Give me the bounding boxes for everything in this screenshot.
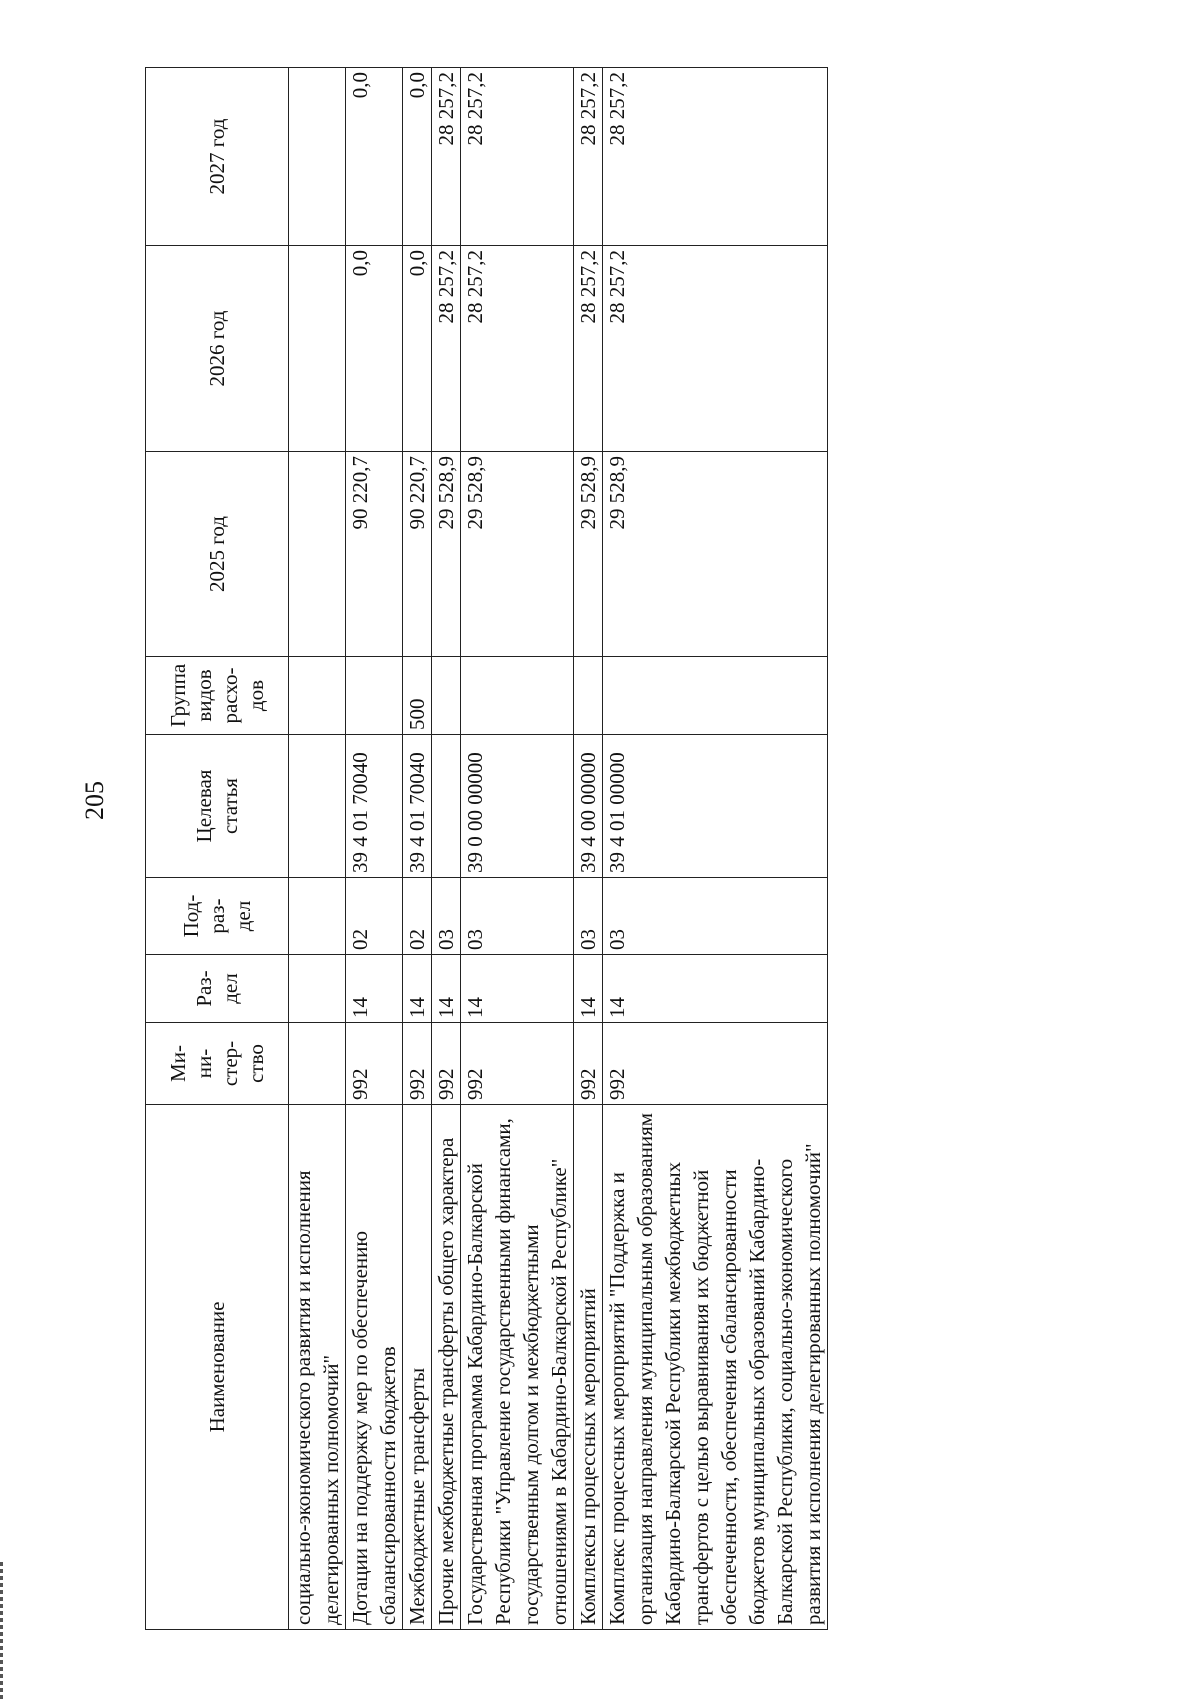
table-row [574,68,603,1630]
table-row [346,68,403,1630]
header-row [146,68,289,1630]
cell-2026: 28 257,2 [603,246,828,452]
header-section: Раз- дел [146,955,289,1023]
scan-edge-mark [0,1562,3,1702]
table-row [603,68,828,1630]
cell-subsection [289,878,346,955]
cell-section: 14 [346,955,403,1023]
cell-subsection: 03 [574,878,603,955]
table-row [289,68,346,1630]
cell-ministry: 992 [574,1023,603,1105]
cell-2025: 90 220,7 [346,452,403,657]
cell-2027: 28 257,2 [461,68,574,246]
cell-target: 39 4 01 00000 [603,735,828,878]
cell-2025: 29 528,9 [603,452,828,657]
cell-2027: 28 257,2 [574,68,603,246]
cell-2026: 0,0 [403,246,432,452]
cell-target [289,735,346,878]
cell-2026: 28 257,2 [461,246,574,452]
cell-2026 [289,246,346,452]
header-ministry: Ми- ни- стер- ство [146,1023,289,1105]
cell-group [603,657,828,735]
page-number: 205 [80,781,109,820]
cell-target: 39 4 01 70040 [346,735,403,878]
header-2027: 2027 год [146,68,289,246]
table-row [432,68,461,1630]
cell-ministry: 992 [461,1023,574,1105]
cell-section: 14 [403,955,432,1023]
cell-2027: 28 257,2 [603,68,828,246]
header-name: Наименование [146,1105,289,1630]
cell-subsection: 02 [346,878,403,955]
cell-name: Комплекс процессных мероприятий "Поддержка и организация направления муниципальным образованиям Кабардино-Балкарской Республики межбюджетных трансфертов с целью выравнивания их бюджетной обеспеченности, обеспечения сбалансированности бюджетов муниципальных образований Кабардино-Балкарской Республики, социально-экономического развития и исполнения делегированных полномочий" [603,1105,828,1630]
cell-name: Межбюджетные трансферты [403,1105,432,1630]
header-2025: 2025 год [146,452,289,657]
cell-2025 [289,452,346,657]
cell-target: 39 0 00 00000 [461,735,574,878]
cell-2025: 29 528,9 [432,452,461,657]
header-subsection: Под- раз- дел [146,878,289,955]
header-group: Группа видов расхо- дов [146,657,289,735]
cell-section: 14 [603,955,828,1023]
cell-group [432,657,461,735]
table-row [403,68,432,1630]
table-row [461,68,574,1630]
cell-section: 14 [461,955,574,1023]
cell-ministry [289,1023,346,1105]
cell-subsection: 03 [432,878,461,955]
cell-group [289,657,346,735]
header-2026: 2026 год [146,246,289,452]
cell-2026: 0,0 [346,246,403,452]
cell-2027: 28 257,2 [432,68,461,246]
cell-target [432,735,461,878]
cell-2025: 90 220,7 [403,452,432,657]
cell-name: Дотации на поддержку мер по обеспечению сбалансированности бюджетов [346,1105,403,1630]
cell-group [461,657,574,735]
cell-section: 14 [574,955,603,1023]
cell-name: социально-экономического развития и исполнения делегированных полномочий" [289,1105,346,1630]
cell-target: 39 4 01 70040 [403,735,432,878]
cell-name: Комплексы процессных мероприятий [574,1105,603,1630]
cell-ministry: 992 [346,1023,403,1105]
cell-subsection: 02 [403,878,432,955]
cell-2026: 28 257,2 [574,246,603,452]
cell-2027: 0,0 [403,68,432,246]
cell-2027 [289,68,346,246]
cell-subsection: 03 [461,878,574,955]
cell-group [574,657,603,735]
cell-name: Государственная программа Кабардино-Балкарской Республики "Управление государственными финансами, государственным долгом и межбюджетными отношениями в Кабардино-Балкарской Республике" [461,1105,574,1630]
cell-2025: 29 528,9 [574,452,603,657]
cell-group: 500 [403,657,432,735]
header-target: Целевая статья [146,735,289,878]
cell-ministry: 992 [603,1023,828,1105]
budget-table [145,67,828,1630]
cell-section: 14 [432,955,461,1023]
cell-target: 39 4 00 00000 [574,735,603,878]
cell-group [346,657,403,735]
cell-2027: 0,0 [346,68,403,246]
cell-subsection: 03 [603,878,828,955]
cell-ministry: 992 [403,1023,432,1105]
cell-ministry: 992 [432,1023,461,1105]
cell-2026: 28 257,2 [432,246,461,452]
rotated-table-container [145,68,967,1630]
cell-name: Прочие межбюджетные трансферты общего характера [432,1105,461,1630]
cell-2025: 29 528,9 [461,452,574,657]
cell-section [289,955,346,1023]
